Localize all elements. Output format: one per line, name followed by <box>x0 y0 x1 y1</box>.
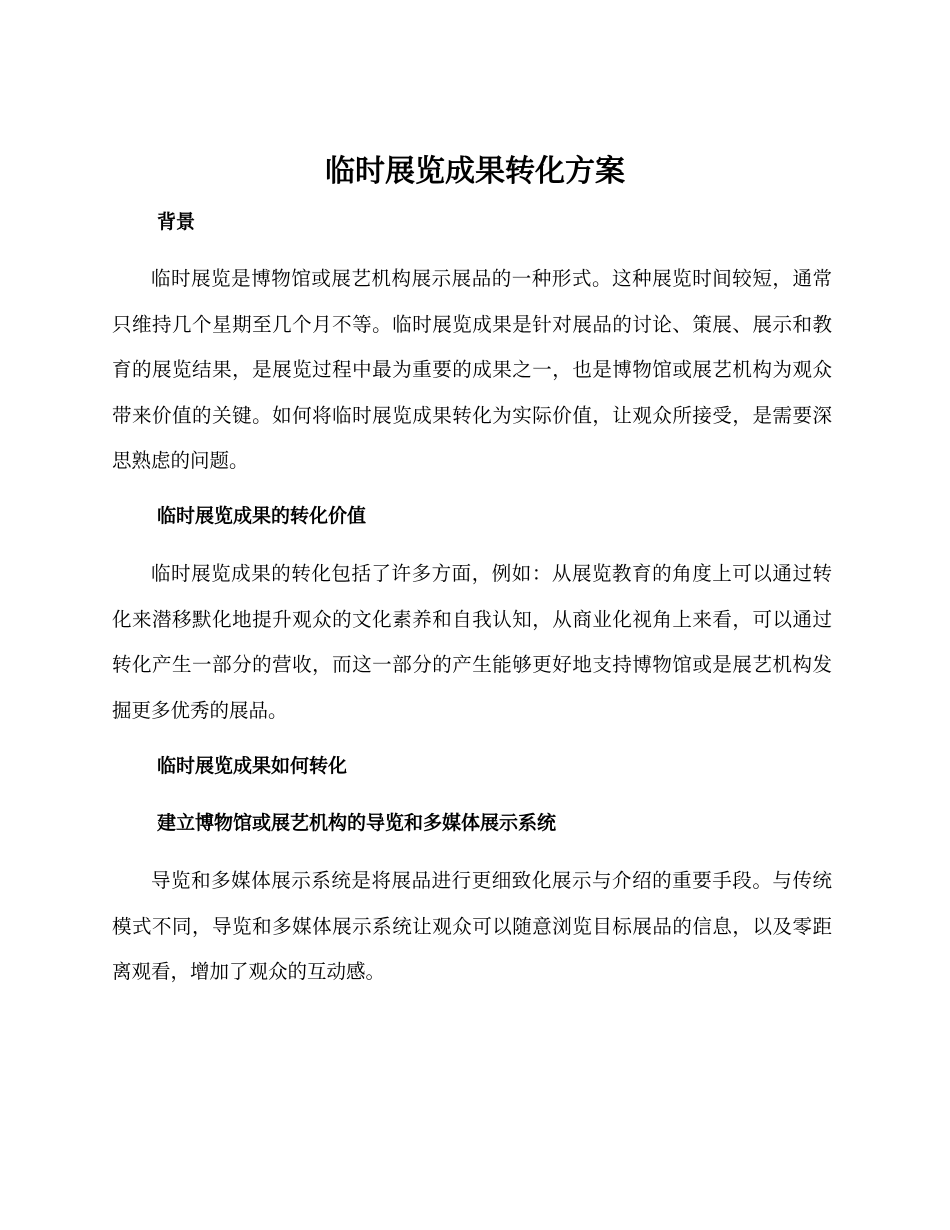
section-heading-how-to-convert: 临时展览成果如何转化 <box>157 755 348 777</box>
section-paragraph-guide-system: 导览和多媒体展示系统是将展品进行更细致化展示与介绍的重要手段。与传统模式不同，导览和多媒体展示系统让观众可以随意浏览目标展品的信息，以及零距离观看，增加了观众的互动感。 <box>112 869 832 983</box>
section-paragraph-conversion-value: 临时展览成果的转化包括了许多方面，例如：从展览教育的角度上可以通过转化来潜移默化地提升观众的文化素养和自我认知，从商业化视角上来看，可以通过转化产生一部分的营收，而这一部分的产生能够更好地支持博物馆或是展艺机构发掘更多优秀的展品。 <box>112 562 832 722</box>
section-heading-conversion-value: 临时展览成果的转化价值 <box>157 505 367 527</box>
section-heading-guide-system: 建立博物馆或展艺机构的导览和多媒体展示系统 <box>157 812 557 834</box>
section-heading-background: 背景 <box>157 211 196 233</box>
document-title: 临时展览成果转化方案 <box>325 154 625 189</box>
section-paragraph-background: 临时展览是博物馆或展艺机构展示展品的一种形式。这种展览时间较短，通常只维持几个星期至几个月不等。临时展览成果是针对展品的讨论、策展、展示和教育的展览结果，是展览过程中最为重要的成果之一，也是博物馆或展艺机构为观众带来价值的关键。如何将临时展览成果转化为实际价值，让观众所接受，是需要深思熟虑的问题。 <box>112 267 832 472</box>
